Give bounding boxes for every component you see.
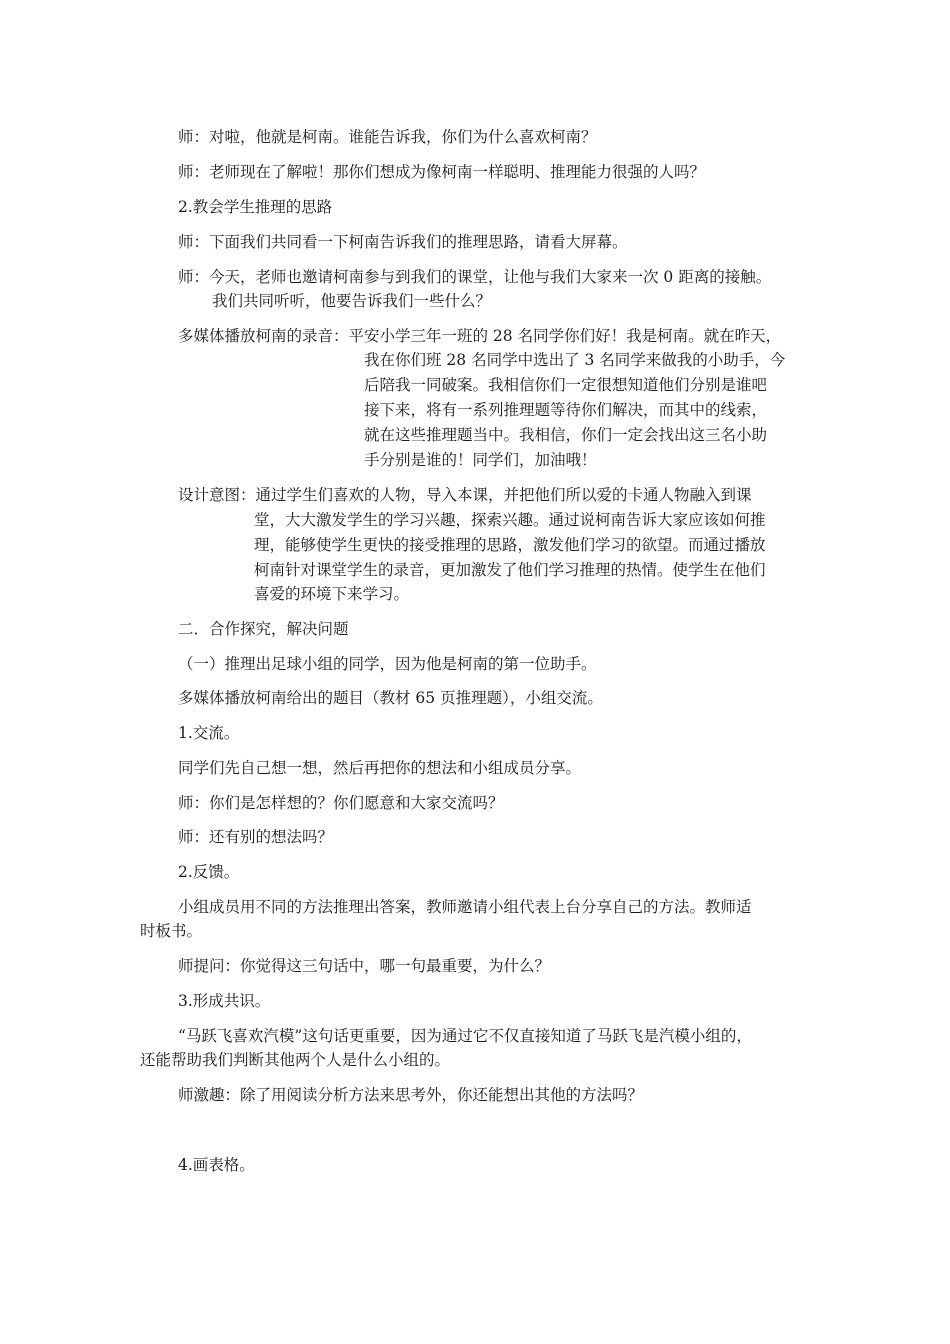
step-draw-table: 4.画表格。 <box>178 1156 255 1174</box>
recording-line-cont: 就在这些推理题当中。我相信，你们一定会找出这三名小助 <box>364 426 768 444</box>
multimedia-question-line: 多媒体播放柯南给出的题目（教材 65 页推理题），小组交流。 <box>178 689 603 707</box>
teacher-line-invite: 师：今天，老师也邀请柯南参与到我们的课堂，让他与我们大家来一次 0 距离的接触。 <box>178 268 772 286</box>
teacher-question-line: 师：你们是怎样想的？你们愿意和大家交流吗？ <box>178 794 504 812</box>
subsection-football-group: （一）推理出足球小组的同学，因为他是柯南的第一位助手。 <box>178 655 597 673</box>
recording-line: 多媒体播放柯南的录音：平安小学三年一班的 28 名同学你们好！我是柯南。就在昨天， <box>178 327 782 345</box>
teacher-line-understand: 师：老师现在了解啦！那你们想成为像柯南一样聪明、推理能力很强的人吗？ <box>178 163 706 181</box>
recording-line-cont: 接下来，将有一系列推理题等待你们解决，而其中的线索， <box>364 401 768 419</box>
teacher-line-invite-cont: 我们共同听听，他要告诉我们一些什么？ <box>212 292 492 310</box>
teacher-ask-line: 师提问：你觉得这三句话中，哪一句最重要，为什么？ <box>178 957 551 975</box>
teacher-line-screen: 师：下面我们共同看一下柯南告诉我们的推理思路，请看大屏幕。 <box>178 233 628 251</box>
design-intent-cont: 理，能够使学生更快的接受推理的思路，激发他们学习的欲望。而通过播放 <box>254 536 766 554</box>
teacher-line-conan: 师：对啦，他就是柯南。谁能告诉我，你们为什么喜欢柯南？ <box>178 128 597 146</box>
design-intent: 设计意图：通过学生们喜欢的人物，导入本课，并把他们所以爱的卡通人物融入到课 <box>178 486 752 504</box>
recording-line-cont: 我在你们班 28 名同学中选出了 3 名同学来做我的小助手，今 <box>364 351 786 369</box>
section-heading-reasoning: 2.教会学生推理的思路 <box>178 198 333 216</box>
design-intent-cont: 柯南针对课堂学生的录音，更加激发了他们学习推理的热情。使学生在他们 <box>254 561 766 579</box>
feedback-paragraph-cont: 时板书。 <box>140 922 203 940</box>
recording-line-cont: 手分别是谁的！同学们，加油哦！ <box>364 451 597 469</box>
section-heading-cooperation: 二．合作探究，解决问题 <box>178 620 349 638</box>
teacher-encourage-line: 师激趣：除了用阅读分析方法来思考外，你还能想出其他的方法吗？ <box>178 1086 644 1104</box>
step-consensus: 3.形成共识。 <box>178 992 271 1010</box>
teacher-other-ideas-line: 师：还有别的想法吗？ <box>178 828 334 846</box>
step-exchange: 1.交流。 <box>178 724 240 742</box>
design-intent-cont: 堂，大大激发学生的学习兴趣，探索兴趣。通过说柯南告诉大家应该如何推 <box>254 511 766 529</box>
step-feedback: 2.反馈。 <box>178 863 240 881</box>
feedback-paragraph: 小组成员用不同的方法推理出答案，教师邀请小组代表上台分享自己的方法。教师适 <box>178 898 752 916</box>
design-intent-cont: 喜爱的环境下来学习。 <box>254 585 410 603</box>
consensus-paragraph-cont: 还能帮助我们判断其他两个人是什么小组的。 <box>140 1051 451 1069</box>
recording-line-cont: 后陪我一同破案。我相信你们一定很想知道他们分别是谁吧 <box>364 376 768 394</box>
consensus-paragraph: “马跃飞喜欢汽模”这句话更重要，因为通过它不仅直接知道了马跃飞是汽模小组的， <box>178 1027 752 1045</box>
students-think-line: 同学们先自己想一想，然后再把你的想法和小组成员分享。 <box>178 759 582 777</box>
